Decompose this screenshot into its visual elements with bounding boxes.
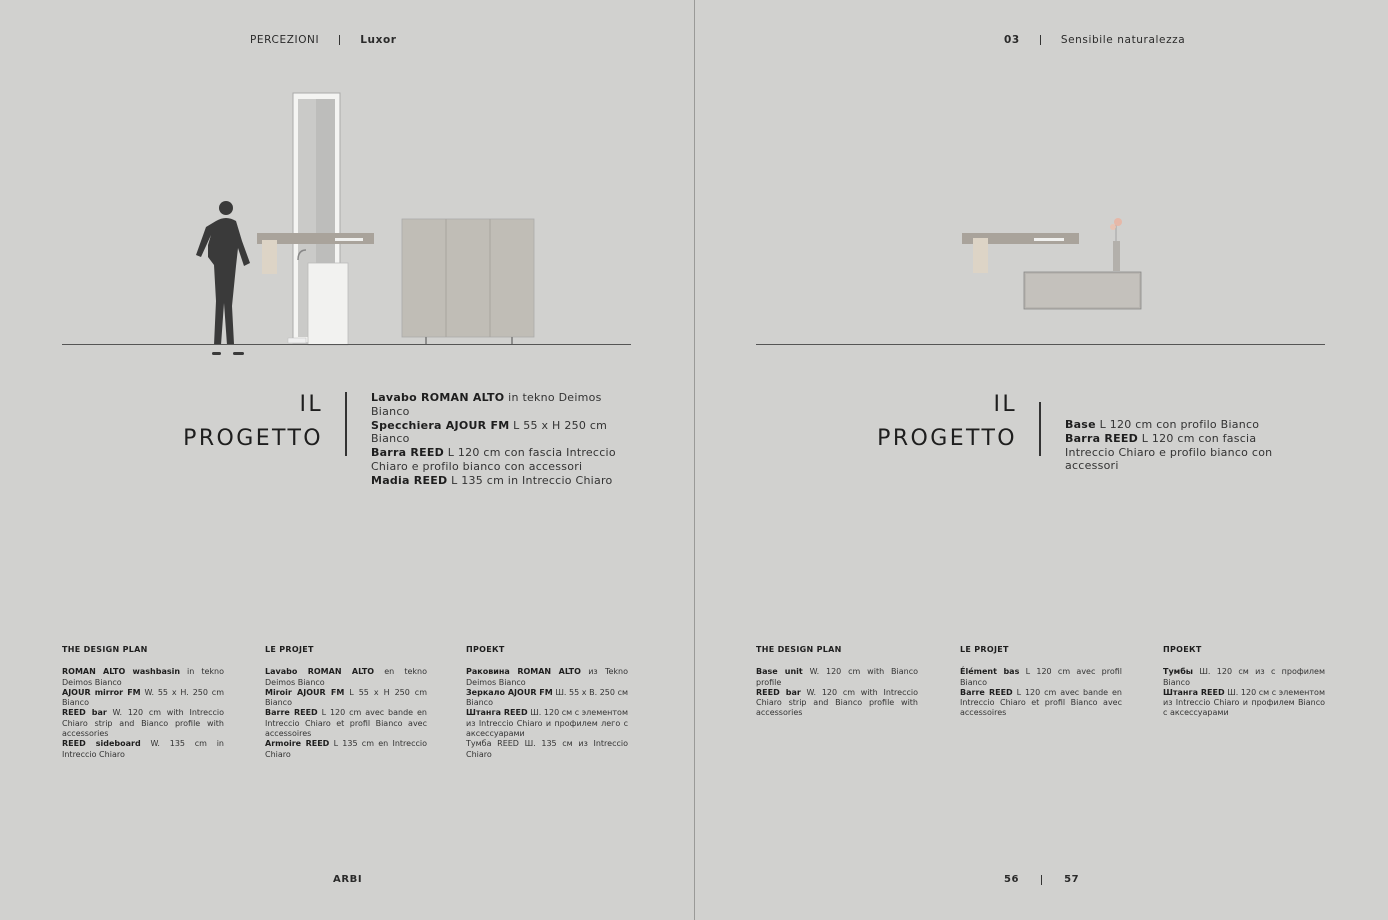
spec-line: Штанга REED Ш. 120 см с элементом из Intreccio Chiaro и профилем Bianco с аксессуарами xyxy=(1163,687,1325,718)
spec-line: REED bar W. 120 cm with Intreccio Chiaro strip and Bianco profile with accessories xyxy=(756,687,918,718)
sideboard-drawing xyxy=(402,219,534,337)
description-line: Barra REED L 120 cm con fascia Intreccio Chiaro e profilo bianco con accessori xyxy=(371,446,616,473)
title-line-1: IL xyxy=(993,392,1017,417)
column-heading: ПРОЕКТ xyxy=(1163,645,1202,654)
chapter-number: 03 xyxy=(1004,34,1020,46)
right-header xyxy=(1004,34,1185,46)
bathroom-elevation-illustration xyxy=(180,88,550,368)
column-heading: THE DESIGN PLAN xyxy=(756,645,842,654)
spec-line: Зеркало AJOUR FM Ш. 55 x В. 250 см Bianco xyxy=(466,687,628,708)
left-footer xyxy=(333,874,362,885)
spec-line: Тумба REED Ш. 135 см из Intreccio Chiaro xyxy=(466,739,628,759)
title-line-1: IL xyxy=(299,392,323,417)
spec-line: Штанга REED Ш. 120 см с элементом из Intreccio Chiaro и профилем лего с аксессуарами xyxy=(466,708,628,739)
floor-line xyxy=(756,344,1325,345)
spec-line: Barre REED L 120 cm avec bande en Intreccio Chiaro et profil Bianco avec accessoires xyxy=(265,708,427,739)
column-russian xyxy=(1163,645,1325,719)
page-number-left: 56 xyxy=(1004,874,1020,885)
description-line: Base L 120 cm con profilo Bianco xyxy=(1065,418,1260,431)
column-russian xyxy=(466,645,628,760)
spec-line: Barre REED L 120 cm avec bande en Intreccio Chiaro et profil Bianco avec accessoires xyxy=(960,687,1122,718)
project-title xyxy=(120,388,323,456)
floor-line xyxy=(62,344,631,345)
spec-line: ROMAN ALTO washbasin in tekno Deimos Bianco xyxy=(62,667,224,687)
collection-name: Luxor xyxy=(360,34,397,46)
header-separator xyxy=(1040,35,1041,45)
project-title xyxy=(814,388,1017,456)
washbasin-drawing xyxy=(308,263,348,345)
spec-line: Armoire REED L 135 cm en Intreccio Chiaro xyxy=(265,739,427,759)
description-line: Specchiera AJOUR FM L 55 x H 250 cm Bianco xyxy=(371,418,608,446)
section-name: PERCEZIONI xyxy=(250,34,320,46)
spec-line: Base unit W. 120 cm with Bianco profile xyxy=(756,667,918,687)
right-page xyxy=(694,0,1388,920)
title-divider xyxy=(1039,402,1041,456)
spec-line: Раковина ROMAN ALTO из Tekno Deimos Bianco xyxy=(466,667,628,687)
column-french xyxy=(265,645,427,760)
chapter-title: Sensibile naturalezza xyxy=(1060,34,1186,46)
project-description xyxy=(371,391,633,488)
spec-line: AJOUR mirror FM W. 55 x H. 250 cm Bianco xyxy=(62,687,224,708)
left-header xyxy=(250,34,397,46)
page-number-right: 57 xyxy=(1064,874,1080,885)
spec-line: REED sideboard W. 135 cm in Intreccio Chiaro xyxy=(62,739,224,759)
towel-drawing xyxy=(973,238,988,273)
spec-line: Тумбы Ш. 120 см из с профилем Bianco xyxy=(1163,667,1325,687)
column-english xyxy=(62,645,224,760)
spec-line: Lavabo ROMAN ALTO en tekno Deimos Bianco xyxy=(265,667,428,687)
spec-line: Miroir AJOUR FM L 55 x H 250 cm Bianco xyxy=(265,687,427,708)
right-footer xyxy=(1004,874,1079,885)
brand-name: ARBI xyxy=(333,874,363,885)
vase-drawing xyxy=(1113,241,1120,271)
description-line: Barra REED L 120 cm con fascia Intreccio Chiaro e profilo bianco con accessori xyxy=(1065,431,1273,473)
column-heading: THE DESIGN PLAN xyxy=(62,645,148,654)
title-line-2: PROGETTO xyxy=(183,426,323,451)
title-line-2: PROGETTO xyxy=(877,426,1017,451)
column-heading: LE PROJET xyxy=(265,645,314,654)
spec-line: REED bar W. 120 cm with Intreccio Chiaro strip and Bianco profile with accessories xyxy=(62,708,224,739)
header-separator xyxy=(339,35,340,45)
description-line: Madia REED L 135 cm in Intreccio Chiaro xyxy=(371,473,613,487)
title-divider xyxy=(345,392,347,456)
project-description xyxy=(1065,418,1305,473)
column-heading: LE PROJET xyxy=(960,645,1009,654)
towel-drawing xyxy=(262,240,277,274)
column-french xyxy=(960,645,1122,719)
footer-separator xyxy=(1041,875,1042,885)
spec-line: Élément bas L 120 cm avec profil Bianco xyxy=(960,667,1123,687)
person-figure xyxy=(196,201,250,355)
base-unit-illustration xyxy=(956,205,1156,315)
column-heading: ПРОЕКТ xyxy=(466,645,505,654)
description-line: Lavabo ROMAN ALTO in tekno Deimos Bianco xyxy=(371,391,602,418)
column-english xyxy=(756,645,918,719)
